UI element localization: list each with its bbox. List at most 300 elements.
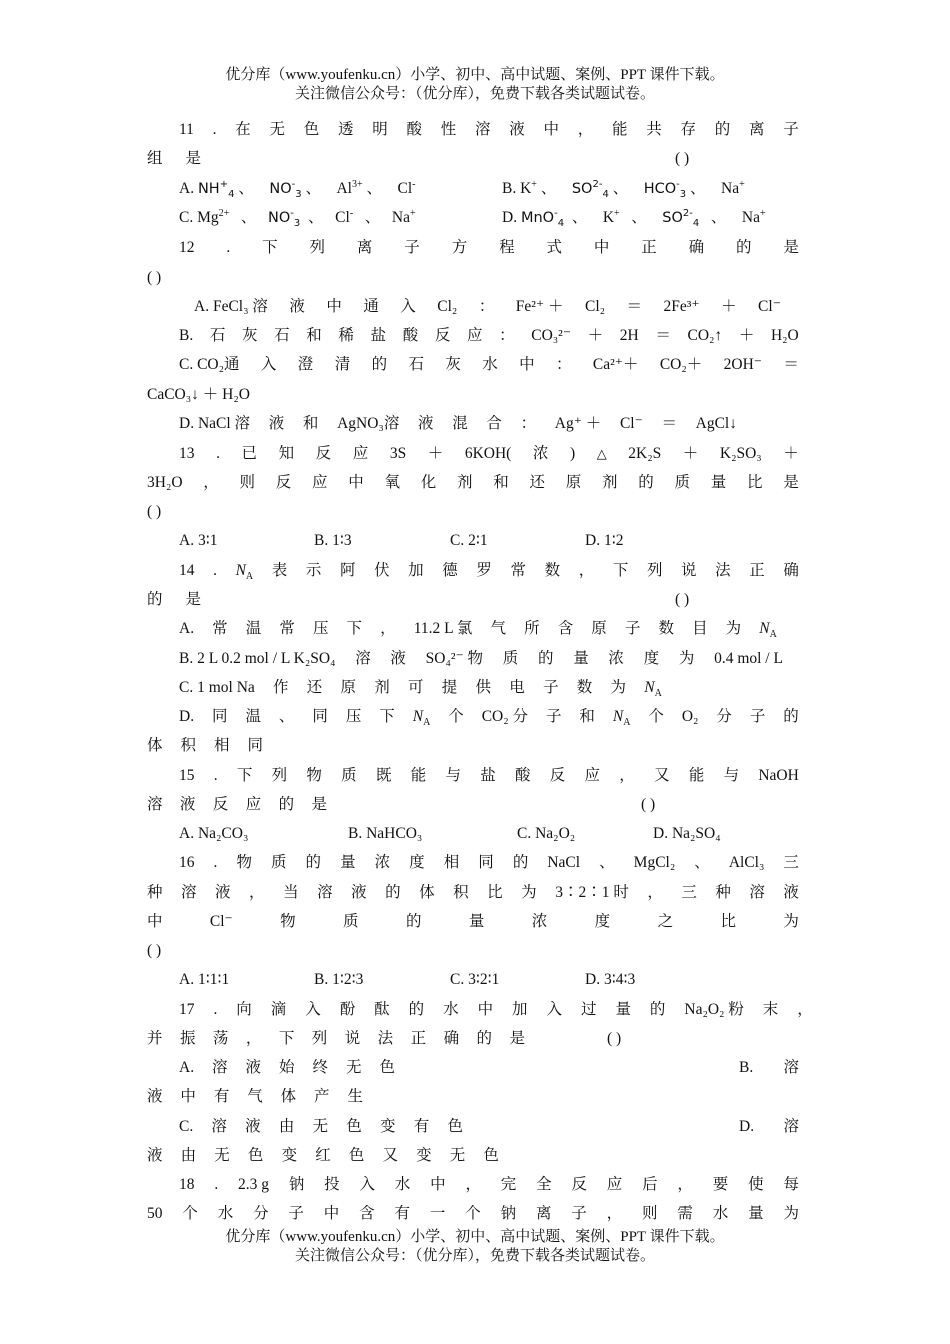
text-token: 和 (306, 327, 322, 344)
q18-stem-line-1 (147, 1173, 799, 1197)
text-token: 水 (394, 1176, 411, 1193)
text-token: 灰 (445, 356, 461, 373)
text-token: . (216, 445, 220, 462)
text-token: 液 (147, 1147, 163, 1164)
page-header (0, 66, 950, 104)
text-token: NaOH (758, 767, 799, 784)
text-token: 盐 (370, 327, 387, 344)
text-token: 是 (311, 796, 327, 813)
text-token: ＋ (682, 445, 699, 462)
text-token: ， (245, 1030, 262, 1047)
q12-option-a (147, 295, 781, 319)
q14-stem-line-2 (147, 588, 799, 612)
text-token: △ (596, 446, 607, 461)
text-token: 量 (615, 1001, 631, 1018)
text-token: 入 (260, 356, 277, 373)
text-token: 则 (642, 1205, 658, 1222)
text-token: 滴 (270, 1001, 287, 1018)
text-token: 相 (443, 854, 460, 871)
text-token: 14 (179, 562, 195, 579)
text-token: 已 (241, 445, 258, 462)
text-token: 无 (214, 1147, 230, 1164)
text-token: 浓 (531, 913, 548, 930)
text-token: 又 (382, 1147, 398, 1164)
text-token: 需 (677, 1205, 693, 1222)
text-token: . (213, 1001, 218, 1018)
text-token: 完 (500, 1176, 517, 1193)
text-token: 2K₂S (628, 445, 662, 462)
text-token: 混 (452, 415, 468, 432)
text-token: 应 (584, 767, 601, 784)
q15-option-a: A. Na₂CO₃ (179, 825, 249, 842)
text-token: 为 (678, 650, 695, 667)
text-token: ＝ (655, 327, 671, 344)
text-token: 同 (247, 737, 263, 754)
header-line-2: 关注微信公众号：（优分库），免费下载各类试题试卷。 (294, 86, 655, 102)
text-token: 质 (502, 650, 519, 667)
text-token: 气 (247, 1088, 263, 1105)
text-token: 中 (323, 1205, 340, 1222)
text-token: 色 (348, 1147, 365, 1164)
q17-option-d-head (739, 1115, 799, 1139)
text-token: 目 (692, 620, 708, 637)
text-token: 数 (658, 620, 674, 637)
text-token: 下 (262, 239, 278, 256)
text-token: AgNO₃溶 (337, 415, 400, 432)
text-token: 子 (571, 1205, 587, 1222)
text-token: 物 (280, 913, 296, 930)
q11-answer-paren: ( ) (675, 150, 690, 167)
text-token: 体 (419, 884, 435, 901)
text-token: 能 (612, 121, 628, 138)
text-token: . (213, 562, 217, 579)
text-token: Cl₂ (437, 298, 458, 315)
text-token: ＋ (427, 445, 444, 462)
text-token: 的 (405, 913, 422, 930)
text-token: 又 (654, 767, 670, 784)
q17-option-b-tail (147, 1085, 363, 1109)
text-token: 、 (694, 854, 710, 871)
q15-options (147, 822, 799, 846)
text-token: 个 (448, 708, 464, 725)
q16-stem-line-2 (147, 881, 799, 905)
text-token: ， (647, 884, 663, 901)
text-token: ， (797, 1001, 813, 1018)
text-token: ： (520, 415, 537, 432)
text-token: 物 (306, 767, 322, 784)
text-token: 投 (324, 1176, 340, 1193)
text-token: 液 (215, 884, 231, 901)
text-token: 应 (352, 445, 369, 462)
text-token: Cl⁻ (619, 415, 643, 432)
text-token: 合 (486, 415, 502, 432)
text-token: ： (556, 356, 572, 373)
text-token: 同 (312, 708, 328, 725)
text-token: 分 (716, 708, 732, 725)
text-token: 常 (279, 620, 295, 637)
q12-stem-line-1 (147, 236, 799, 260)
text-token: 过 (580, 1001, 597, 1018)
text-token: 溶 (212, 1059, 228, 1076)
q17-stem-line-2 (147, 1027, 799, 1051)
text-token: 的 (537, 650, 554, 667)
text-token: 下 (346, 620, 363, 637)
text-token: 反 (212, 796, 229, 813)
text-token: 反 (549, 767, 566, 784)
text-token: 的 (649, 1001, 666, 1018)
text-token: 反 (275, 474, 292, 491)
text-token: 量 (573, 650, 589, 667)
q17-option-a-line (147, 1056, 799, 1080)
text-token: Cl⁻ (209, 913, 233, 930)
text-token: A. (179, 1059, 195, 1076)
text-token: 下 (612, 562, 629, 579)
text-token: 中 (430, 1176, 446, 1193)
footer-line-2: 关注微信公众号：（优分库），免费下载各类试题试卷。 (294, 1248, 655, 1264)
text-token: 后 (642, 1176, 658, 1193)
text-token: 液 (179, 796, 196, 813)
text-token: 质 (270, 854, 287, 871)
text-token: 为 (521, 884, 537, 901)
text-token: 的 (305, 854, 322, 871)
text-token: 3∶2∶1 时 (555, 884, 629, 901)
text-token: 子 (783, 121, 799, 138)
text-token: 和 (493, 474, 509, 491)
text-token: 的 (371, 356, 388, 373)
text-token: 变 (281, 1147, 298, 1164)
text-token: 度 (594, 913, 611, 930)
text-token: ， (380, 620, 396, 637)
q11-option-c: C. $Mg^{2+}$ 、 $NO^-_3$ 、 Cl- 、 Na+ (179, 207, 416, 229)
text-token: 表 (271, 562, 288, 579)
text-token: 伏 (374, 562, 390, 579)
text-token: ， (577, 121, 594, 138)
text-token: Fe²⁺ ＋ (515, 298, 564, 315)
q14-option-c (147, 676, 662, 700)
text-token: 子 (404, 239, 420, 256)
text-token: 明 (372, 121, 388, 138)
text-token: 和 (302, 415, 319, 432)
text-token: 所 (524, 620, 540, 637)
text-token: 的 (476, 1030, 493, 1047)
text-token: 确 (443, 1030, 460, 1047)
text-token: 浓 (374, 854, 391, 871)
text-token: 0.4 mol / L (714, 650, 783, 667)
text-token: 水 (217, 1205, 234, 1222)
q16-options (147, 968, 799, 992)
text-token: 变 (380, 1118, 396, 1135)
text-token: 离 (535, 1205, 552, 1222)
q15-option-c: C. Na₂O₂ (517, 825, 576, 842)
text-token: 度 (643, 650, 660, 667)
text-token: 终 (312, 1059, 329, 1076)
text-token: D. NaCl 溶 (179, 415, 251, 432)
q17-option-c-line (147, 1115, 799, 1139)
text-token: 是 (509, 1030, 525, 1047)
text-token: AlCl₃ (728, 854, 765, 871)
text-token: 溶 (147, 796, 163, 813)
text-token: 列 (271, 767, 288, 784)
text-token: 荡 (212, 1030, 229, 1047)
text-token: 17 (179, 1001, 195, 1018)
text-token: Ag⁺ ＋ (554, 415, 602, 432)
text-token: SO₄²⁻ 物 (425, 650, 484, 667)
text-token: 无 (312, 1118, 329, 1135)
text-token: 可 (408, 679, 424, 696)
text-token: 化 (420, 474, 437, 491)
text-token: 个 (182, 1205, 198, 1222)
text-token: 钠 (288, 1176, 305, 1193)
text-token: Ca²⁺＋ (592, 356, 639, 373)
text-token: ＋ (587, 327, 604, 344)
text-token: 中 (147, 913, 163, 930)
text-token: K₂SO₃ (719, 445, 762, 462)
text-token: 程 (499, 239, 515, 256)
q17-option-d-tail (147, 1144, 499, 1168)
text-token: 使 (748, 1176, 764, 1193)
text-token: 盐 (480, 767, 496, 784)
q11-stem-line-2 (147, 147, 799, 171)
text-token: 是 (783, 239, 799, 256)
text-token: $N_A$ (644, 679, 662, 700)
text-token: 与 (445, 767, 461, 784)
text-token: 由 (180, 1147, 197, 1164)
q13-stem-line-1 (147, 442, 799, 466)
text-token: H₂O (770, 327, 799, 344)
text-token: 组 (147, 150, 163, 167)
text-token: 温 (245, 708, 261, 725)
text-token: D. (179, 708, 195, 725)
text-token: ， (249, 884, 265, 901)
text-token: 产 (314, 1088, 330, 1105)
text-token: B. (739, 1059, 754, 1076)
text-token: 相 (213, 737, 230, 754)
text-token: 常 (212, 620, 228, 637)
text-token: $N_A$ (235, 562, 254, 583)
text-token: 提 (441, 679, 458, 696)
text-token: 有 (413, 1118, 430, 1135)
text-token: . (212, 121, 217, 138)
text-token: B. (179, 327, 194, 344)
text-token: 知 (278, 445, 295, 462)
text-token: 个 (648, 708, 664, 725)
text-token: 量 (468, 913, 485, 930)
text-token: 量 (710, 474, 727, 491)
text-token: $N_A$ (612, 708, 631, 729)
text-token: 量 (748, 1205, 764, 1222)
text-token: ， (677, 1176, 693, 1193)
text-token: 的 (783, 708, 799, 725)
text-token: ＋ (783, 445, 799, 462)
text-token: 清 (334, 356, 351, 373)
text-token: ， (606, 1205, 623, 1222)
q11-options-cd (147, 206, 799, 230)
text-token: 色 (483, 1147, 499, 1164)
text-token: 液 (147, 1088, 163, 1105)
text-token: ， (578, 562, 595, 579)
page-footer (0, 1228, 950, 1266)
text-token: 还 (306, 679, 323, 696)
text-token: 含 (557, 620, 574, 637)
text-token: 的 (638, 474, 654, 491)
text-token: 积 (180, 737, 196, 754)
text-token: 为 (783, 1205, 799, 1222)
text-token: CO₃²⁻ (531, 327, 572, 344)
q11-option-b: B. K+ 、 $SO^{2-}_4$ 、 $HCO^-_3$ 、 Na+ (502, 178, 745, 200)
text-token: 中 (543, 121, 560, 138)
text-token: 液 (351, 884, 367, 901)
q13-stem-line-2 (147, 471, 799, 495)
text-token: ， (203, 474, 219, 491)
text-token: 为 (610, 679, 627, 696)
text-token: 加 (512, 1001, 528, 1018)
text-token: 色 (379, 1059, 395, 1076)
text-token: 稀 (338, 327, 354, 344)
text-token: 是 (185, 150, 201, 167)
q13-options (147, 529, 799, 553)
text-token: 存 (680, 121, 697, 138)
text-token: 应 (245, 796, 262, 813)
text-token: 色 (247, 1147, 264, 1164)
q17-option-b-head (739, 1056, 799, 1080)
text-token: 比 (487, 884, 503, 901)
text-token: 液 (390, 650, 406, 667)
text-token: 3H₂O (147, 474, 183, 491)
text-token: 石 (408, 356, 424, 373)
text-token: 法 (715, 562, 731, 579)
text-token: 末 (762, 1001, 779, 1018)
text-token: 压 (312, 620, 329, 637)
text-token: 无 (345, 1059, 362, 1076)
text-token: 向 (236, 1001, 252, 1018)
text-token: 离 (749, 121, 765, 138)
text-token: 种 (715, 884, 731, 901)
text-token: 15 (179, 767, 195, 784)
text-token: 数 (576, 679, 593, 696)
text-token: 下 (236, 767, 253, 784)
text-token: 的 (147, 591, 163, 608)
q15-answer-paren: ( ) (641, 796, 656, 813)
text-token: 积 (453, 884, 469, 901)
text-token: 列 (309, 239, 326, 256)
text-token: 溶 (749, 884, 765, 901)
text-token: 色 (303, 121, 320, 138)
text-token: 原 (591, 620, 607, 637)
text-token: 中 (477, 1001, 494, 1018)
q17-option-a (179, 1056, 395, 1080)
text-token: NaCl (547, 854, 581, 871)
q16-option-c: C. 3∶2∶1 (450, 971, 500, 988)
text-token: ＝ (783, 356, 799, 373)
q12-option-c-line-1 (147, 353, 799, 377)
text-token: 18 (179, 1176, 195, 1193)
text-token: 红 (315, 1147, 331, 1164)
text-token: 正 (641, 239, 657, 256)
text-token: 供 (475, 679, 492, 696)
text-token: 酸 (515, 767, 531, 784)
text-token: 无 (449, 1147, 466, 1164)
text-token: 液 (245, 1059, 262, 1076)
text-token: 示 (305, 562, 322, 579)
text-token: 液 (783, 884, 799, 901)
text-token: 子 (624, 620, 641, 637)
text-token: 一 (429, 1205, 446, 1222)
q16-option-b: B. 1∶2∶3 (314, 971, 364, 988)
text-token: 作 (273, 679, 289, 696)
text-token: 体 (280, 1088, 297, 1105)
q15-stem-line-1 (147, 764, 799, 788)
text-token: 色 (447, 1118, 463, 1135)
text-token: 原 (340, 679, 357, 696)
text-token: 离 (356, 239, 373, 256)
text-token: 酚 (339, 1001, 356, 1018)
text-token: 溶 (475, 121, 491, 138)
text-token: 溶 (181, 884, 197, 901)
text-token: 液 (509, 121, 525, 138)
text-token: MgCl₂ (633, 854, 676, 871)
text-token: 说 (681, 562, 697, 579)
text-token: 中 (180, 1088, 196, 1105)
text-token: 溶 (317, 884, 333, 901)
text-token: 振 (179, 1030, 196, 1047)
text-token: 三 (783, 854, 799, 871)
text-token: 质 (343, 913, 359, 930)
q13-option-c: C. 2∶1 (450, 532, 488, 549)
text-token: ， (619, 767, 635, 784)
text-token: 体 (147, 737, 163, 754)
text-token: C. CO₂通 (179, 356, 240, 373)
text-token: 正 (410, 1030, 427, 1047)
text-token: 同 (212, 708, 228, 725)
text-token: 石 (274, 327, 290, 344)
text-token: 共 (646, 121, 662, 138)
text-token: 式 (546, 239, 562, 256)
text-token: 剂 (457, 474, 473, 491)
q16-option-d: D. 3∶4∶3 (585, 971, 636, 988)
text-token: 2H (619, 327, 639, 344)
text-token: 确 (688, 239, 705, 256)
text-token: 温 (245, 620, 262, 637)
text-token: 并 (147, 1030, 163, 1047)
text-token: $N_A$ (759, 620, 777, 641)
text-token: 下 (379, 708, 395, 725)
text-token: 全 (536, 1176, 552, 1193)
text-token: 能 (410, 767, 427, 784)
text-token: . (213, 854, 218, 871)
text-token: O₂ (681, 708, 699, 725)
text-token: C. 1 mol Na (179, 679, 255, 696)
text-token: 每 (783, 1176, 799, 1193)
q16-stem-line-3 (147, 910, 799, 934)
text-token: 还 (529, 474, 546, 491)
text-token: ： (478, 298, 495, 315)
q14-stem-line-1 (147, 559, 799, 583)
text-token: 罗 (476, 562, 492, 579)
text-token: 为 (725, 620, 742, 637)
text-token: 当 (283, 884, 299, 901)
text-token: 色 (346, 1118, 362, 1135)
text-token: 变 (416, 1147, 432, 1164)
text-token: 13 (179, 445, 195, 462)
text-token: 阿 (339, 562, 356, 579)
header-line-1: 优分库（www.youfenku.cn）小学、初中、高中试题、案例、PPT 课件下载。 (225, 67, 725, 83)
text-token: 确 (783, 562, 799, 579)
text-token: 入 (546, 1001, 563, 1018)
q17-stem-line-1 (147, 998, 813, 1022)
text-token: Na₂O₂ 粉 (684, 1001, 744, 1018)
text-token: 无 (269, 121, 286, 138)
text-token: . (214, 1176, 219, 1193)
